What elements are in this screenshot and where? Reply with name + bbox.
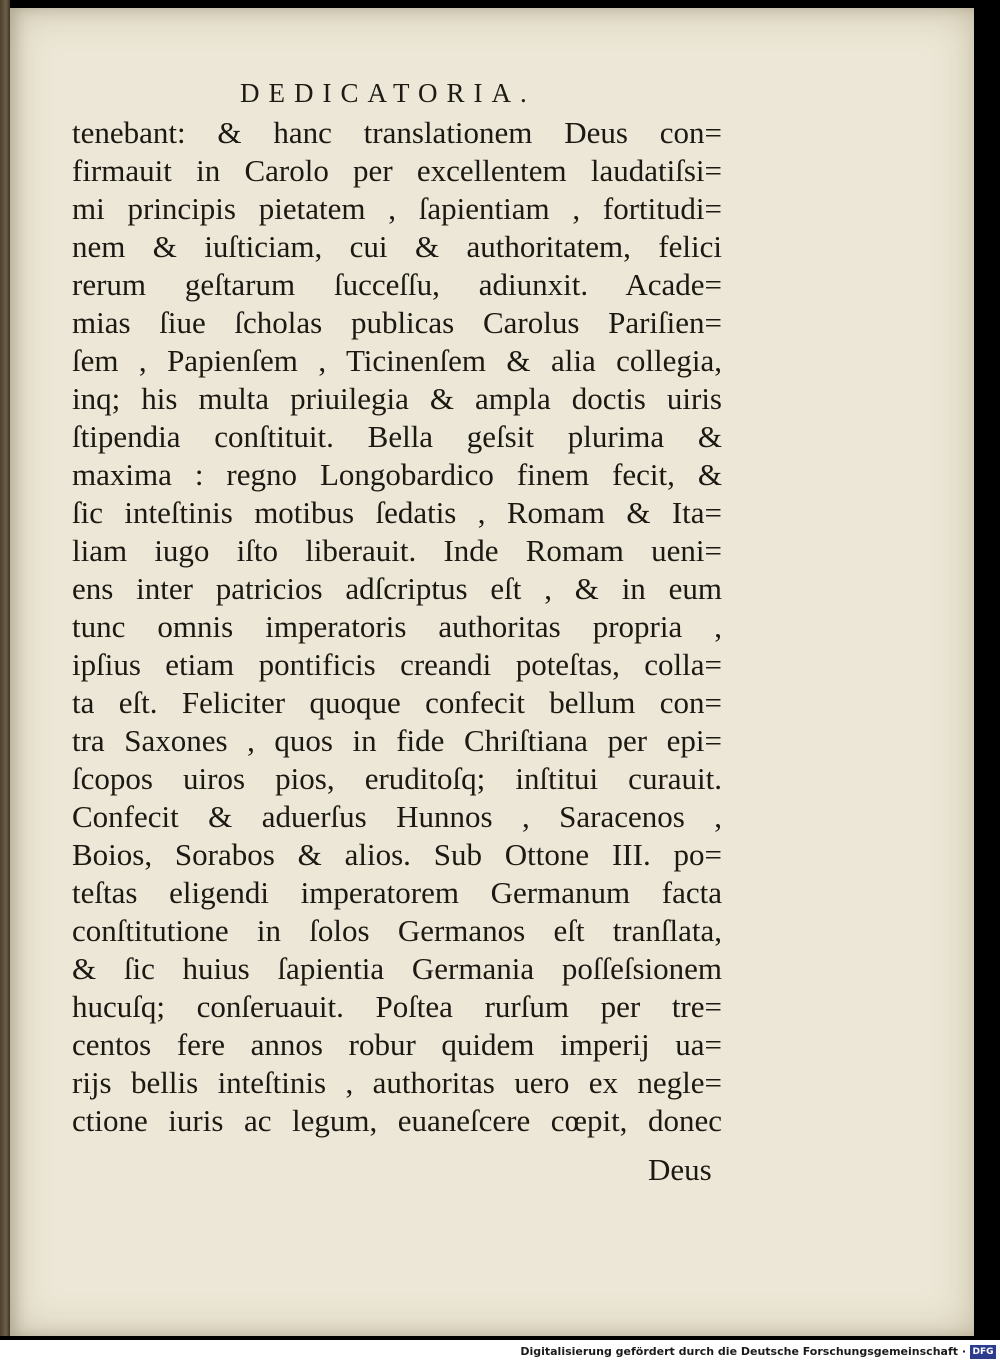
- catchword: Deus: [648, 1152, 712, 1187]
- text-line: tra Saxones , quos in fide Chriſtiana per epi=: [72, 723, 722, 758]
- text-line: mi principis pietatem , ſapientiam , fortitudi=: [72, 191, 722, 226]
- text-line: maxima : regno Longobardico finem fecit, &: [72, 457, 722, 492]
- text-line: hucuſq; conſeruauit. Poſtea rurſum per tre=: [72, 989, 722, 1024]
- text-line: centos fere annos robur quidem imperij ua=: [72, 1027, 722, 1062]
- text-line: inq; his multa priuilegia & ampla doctis uiris: [72, 381, 722, 416]
- text-line: rerum geſtarum ſucceſſu, adiunxit. Acade=: [72, 267, 722, 302]
- text-line: Confecit & aduerſus Hunnos , Saracenos ,: [72, 799, 722, 834]
- text-line: ta eſt. Feliciter quoque confecit bellum con=: [72, 685, 722, 720]
- text-line: ctione iuris ac legum, euaneſcere cœpit, donec: [72, 1103, 722, 1138]
- text-line: mias ſiue ſcholas publicas Carolus Pariſien=: [72, 305, 722, 340]
- running-head: DEDICATORIA.: [240, 78, 536, 108]
- text-line: rijs bellis inteſtinis , authoritas uero ex negle=: [72, 1065, 722, 1100]
- funding-credit: Digitalisierung gefördert durch die Deutsche Forschungsgemeinschaft ·: [520, 1345, 966, 1358]
- text-line: tunc omnis imperatoris authoritas propria ,: [72, 609, 722, 644]
- text-line: ſic inteſtinis motibus ſedatis , Romam & Ita=: [72, 495, 722, 530]
- text-line: firmauit in Carolo per excellentem laudatiſsi=: [72, 153, 722, 188]
- text-line: & ſic huius ſapientia Germania poſſeſsionem: [72, 951, 722, 986]
- facing-page-edge: [0, 0, 10, 1336]
- text-line: Boios, Sorabos & alios. Sub Ottone III. po=: [72, 837, 722, 872]
- text-line: tenebant: & hanc translationem Deus con=: [72, 115, 722, 150]
- text-block: [72, 114, 722, 1140]
- text-line: nem & iuſticiam, cui & authoritatem, felici: [72, 229, 722, 264]
- text-line: ſtipendia conſtituit. Bella geſsit plurima &: [72, 419, 722, 454]
- text-line: conſtitutione in ſolos Germanos eſt tranſlata,: [72, 913, 722, 948]
- text-line: liam iugo iſto liberauit. Inde Romam ueni=: [72, 533, 722, 568]
- text-line: teſtas eligendi imperatorem Germanum facta: [72, 875, 722, 910]
- text-line: ſem , Papienſem , Ticinenſem & alia collegia,: [72, 343, 722, 378]
- book-page: [10, 8, 974, 1336]
- text-line: ſcopos uiros pios, eruditoſq; inſtitui curauit.: [72, 761, 722, 796]
- text-line: ipſius etiam pontificis creandi poteſtas, colla=: [72, 647, 722, 682]
- dfg-logo-icon: DFG: [970, 1345, 996, 1359]
- text-line: ens inter patricios adſcriptus eſt , & in eum: [72, 571, 722, 606]
- footer-bar: [0, 1340, 1000, 1366]
